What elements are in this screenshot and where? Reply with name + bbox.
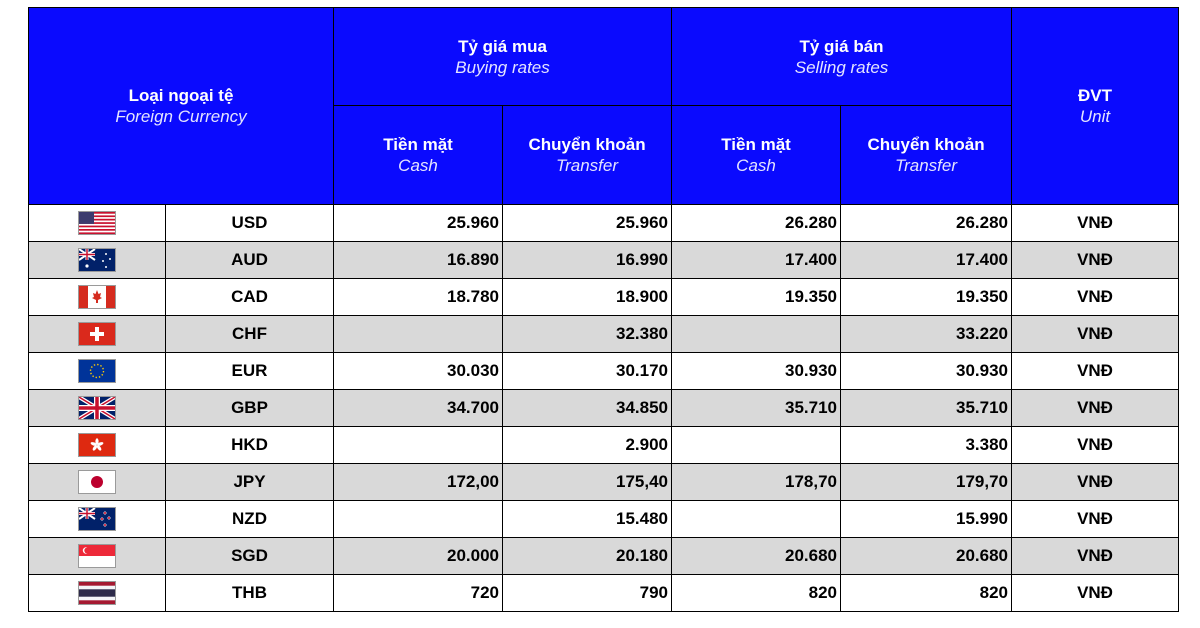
buy-cash-value: 34.700 [334, 390, 503, 427]
unit-value: VNĐ [1012, 279, 1179, 316]
header-buy-transfer-vi: Chuyển khoản [528, 135, 646, 154]
currency-code: NZD [166, 501, 334, 538]
sell-cash-value [672, 316, 841, 353]
sell-cash-value: 178,70 [672, 464, 841, 501]
flag-cell [29, 427, 166, 464]
buy-transfer-value: 2.900 [503, 427, 672, 464]
header-unit-vi: ĐVT [1078, 86, 1113, 105]
flag-cell [29, 390, 166, 427]
table-row [29, 427, 1179, 464]
header-buying-rates [334, 8, 672, 106]
unit-value: VNĐ [1012, 353, 1179, 390]
singapore-flag-icon [78, 544, 116, 568]
buy-cash-value [334, 316, 503, 353]
australia-flag-icon [78, 248, 116, 272]
buy-cash-value: 25.960 [334, 205, 503, 242]
sell-transfer-value: 3.380 [841, 427, 1012, 464]
table-row [29, 353, 1179, 390]
table-row [29, 501, 1179, 538]
currency-code: CHF [166, 316, 334, 353]
unit-value: VNĐ [1012, 575, 1179, 612]
header-selling-en: Selling rates [794, 57, 889, 77]
unit-value: VNĐ [1012, 205, 1179, 242]
table-row [29, 316, 1179, 353]
sell-transfer-value: 35.710 [841, 390, 1012, 427]
table-row [29, 279, 1179, 316]
sell-transfer-value: 820 [841, 575, 1012, 612]
buy-transfer-value: 30.170 [503, 353, 672, 390]
buy-transfer-value: 15.480 [503, 501, 672, 538]
header-sell-transfer [841, 106, 1012, 205]
buy-cash-value: 16.890 [334, 242, 503, 279]
table-row [29, 575, 1179, 612]
buy-transfer-value: 20.180 [503, 538, 672, 575]
flag-cell [29, 242, 166, 279]
buy-transfer-value: 18.900 [503, 279, 672, 316]
header-foreign-currency [29, 8, 334, 205]
flag-cell [29, 353, 166, 390]
header-currency-en: Foreign Currency [115, 107, 247, 126]
unit-value: VNĐ [1012, 501, 1179, 538]
table-body [29, 205, 1179, 612]
sell-cash-value: 820 [672, 575, 841, 612]
sell-cash-value: 17.400 [672, 242, 841, 279]
sell-cash-value: 35.710 [672, 390, 841, 427]
new-zealand-flag-icon [78, 507, 116, 531]
flag-cell [29, 279, 166, 316]
flag-cell [29, 464, 166, 501]
flag-cell [29, 316, 166, 353]
flag-cell [29, 538, 166, 575]
header-unit-en: Unit [1079, 107, 1111, 126]
flag-cell [29, 501, 166, 538]
buy-cash-value: 720 [334, 575, 503, 612]
unit-value: VNĐ [1012, 464, 1179, 501]
header-sell-cash-en: Cash [736, 156, 776, 175]
unit-value: VNĐ [1012, 316, 1179, 353]
buy-cash-value [334, 501, 503, 538]
currency-code: JPY [166, 464, 334, 501]
header-selling-rates [672, 8, 1012, 106]
header-buy-cash [334, 106, 503, 205]
header-currency-vi: Loại ngoại tệ [128, 86, 234, 105]
table-row [29, 242, 1179, 279]
currency-code: GBP [166, 390, 334, 427]
eu-flag-icon [78, 359, 116, 383]
switzerland-flag-icon [78, 322, 116, 346]
header-sell-cash [672, 106, 841, 205]
buy-cash-value: 18.780 [334, 279, 503, 316]
table-row [29, 538, 1179, 575]
sell-transfer-value: 179,70 [841, 464, 1012, 501]
buy-transfer-value: 34.850 [503, 390, 672, 427]
unit-value: VNĐ [1012, 538, 1179, 575]
currency-code: CAD [166, 279, 334, 316]
currency-code: HKD [166, 427, 334, 464]
table-row [29, 205, 1179, 242]
header-sell-transfer-en: Transfer [894, 156, 958, 175]
usa-flag-icon [78, 211, 116, 235]
japan-flag-icon [78, 470, 116, 494]
sell-cash-value: 19.350 [672, 279, 841, 316]
sell-transfer-value: 20.680 [841, 538, 1012, 575]
canada-flag-icon [78, 285, 116, 309]
currency-code: USD [166, 205, 334, 242]
header-sell-cash-vi: Tiền mặt [721, 135, 791, 154]
buy-transfer-value: 16.990 [503, 242, 672, 279]
exchange-rate-table [28, 7, 1179, 612]
sell-cash-value: 26.280 [672, 205, 841, 242]
hong-kong-flag-icon [78, 433, 116, 457]
sell-transfer-value: 19.350 [841, 279, 1012, 316]
sell-transfer-value: 30.930 [841, 353, 1012, 390]
header-buying-en: Buying rates [455, 57, 550, 77]
sell-transfer-value: 33.220 [841, 316, 1012, 353]
sell-transfer-value: 26.280 [841, 205, 1012, 242]
buy-transfer-value: 25.960 [503, 205, 672, 242]
uk-flag-icon [78, 396, 116, 420]
buy-transfer-value: 175,40 [503, 464, 672, 501]
buy-cash-value: 30.030 [334, 353, 503, 390]
sell-cash-value: 20.680 [672, 538, 841, 575]
header-buying-vi: Tỷ giá mua [458, 36, 547, 56]
sell-cash-value [672, 501, 841, 538]
header-buy-transfer-en: Transfer [555, 156, 619, 175]
currency-code: AUD [166, 242, 334, 279]
sell-transfer-value: 17.400 [841, 242, 1012, 279]
header-sell-transfer-vi: Chuyển khoản [867, 135, 985, 154]
currency-code: SGD [166, 538, 334, 575]
sell-transfer-value: 15.990 [841, 501, 1012, 538]
unit-value: VNĐ [1012, 390, 1179, 427]
currency-code: EUR [166, 353, 334, 390]
table-row [29, 390, 1179, 427]
header-buy-cash-vi: Tiền mặt [383, 135, 453, 154]
exchange-rate-table-container [28, 7, 1178, 612]
unit-value: VNĐ [1012, 427, 1179, 464]
table-row [29, 464, 1179, 501]
flag-cell [29, 205, 166, 242]
buy-cash-value: 20.000 [334, 538, 503, 575]
buy-transfer-value: 32.380 [503, 316, 672, 353]
unit-value: VNĐ [1012, 242, 1179, 279]
header-unit [1012, 8, 1179, 205]
sell-cash-value [672, 427, 841, 464]
buy-cash-value: 172,00 [334, 464, 503, 501]
buy-transfer-value: 790 [503, 575, 672, 612]
thailand-flag-icon [78, 581, 116, 605]
buy-cash-value [334, 427, 503, 464]
currency-code: THB [166, 575, 334, 612]
header-selling-vi: Tỷ giá bán [799, 36, 884, 56]
flag-cell [29, 575, 166, 612]
table-header [29, 8, 1179, 205]
header-buy-cash-en: Cash [398, 156, 438, 175]
header-buy-transfer [503, 106, 672, 205]
sell-cash-value: 30.930 [672, 353, 841, 390]
